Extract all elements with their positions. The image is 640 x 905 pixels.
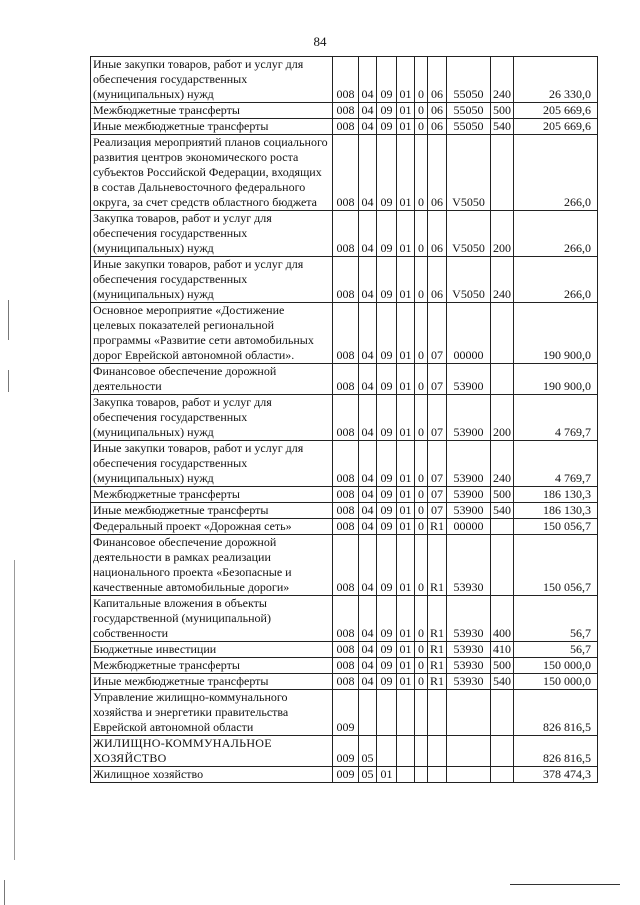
cell-gr: 008: [333, 519, 359, 535]
cell-cs2: 0: [415, 535, 428, 596]
cell-gr: 008: [333, 441, 359, 487]
cell-amount: 150 056,7: [514, 535, 598, 596]
cell-gr: 008: [333, 103, 359, 119]
table-row: [91, 441, 598, 487]
table-row: [91, 658, 598, 674]
cell-gr: 008: [333, 658, 359, 674]
cell-cs2: 0: [415, 596, 428, 642]
cell-name: Федеральный проект «Дорожная сеть»: [91, 519, 333, 535]
cell-pr: 09: [377, 519, 397, 535]
cell-cs3: 07: [428, 303, 447, 364]
cell-cs3: [428, 690, 447, 736]
cell-cs3: 07: [428, 441, 447, 487]
cell-cs4: 53930: [447, 596, 491, 642]
cell-cs2: 0: [415, 519, 428, 535]
table-row: [91, 767, 598, 783]
cell-cs3: [428, 767, 447, 783]
cell-rz: 04: [359, 211, 377, 257]
cell-gr: 008: [333, 674, 359, 690]
cell-cs4: 53930: [447, 674, 491, 690]
cell-cs3: R1: [428, 674, 447, 690]
table-row: [91, 135, 598, 211]
cell-pr: 09: [377, 642, 397, 658]
cell-name: Финансовое обеспечение дорожной деятельности: [91, 364, 333, 395]
cell-cs1: 01: [397, 658, 415, 674]
cell-cs1: 01: [397, 487, 415, 503]
cell-rz: 04: [359, 135, 377, 211]
cell-rz: 04: [359, 596, 377, 642]
cell-cs3: 07: [428, 503, 447, 519]
cell-cs1: [397, 736, 415, 767]
cell-rz: [359, 690, 377, 736]
scan-artifact: [4, 880, 5, 905]
cell-pr: 09: [377, 441, 397, 487]
cell-cs2: 0: [415, 135, 428, 211]
cell-rz: 04: [359, 103, 377, 119]
cell-name: ЖИЛИЩНО-КОММУНАЛЬНОЕ ХОЗЯЙСТВО: [91, 736, 333, 767]
cell-pr: 09: [377, 119, 397, 135]
cell-cs2: 0: [415, 487, 428, 503]
table-row: [91, 364, 598, 395]
cell-amount: 150 000,0: [514, 658, 598, 674]
cell-cs1: 01: [397, 303, 415, 364]
cell-gr: 009: [333, 767, 359, 783]
cell-cs1: 01: [397, 57, 415, 103]
footer-rule: [510, 884, 620, 885]
cell-gr: 008: [333, 364, 359, 395]
cell-rz: 04: [359, 642, 377, 658]
cell-amount: 826 816,5: [514, 736, 598, 767]
cell-amount: 190 900,0: [514, 364, 598, 395]
cell-vr: 500: [491, 658, 514, 674]
cell-cs3: R1: [428, 642, 447, 658]
cell-cs3: [428, 736, 447, 767]
cell-cs4: 53900: [447, 441, 491, 487]
cell-gr: 008: [333, 535, 359, 596]
cell-cs2: 0: [415, 642, 428, 658]
cell-name: Иные закупки товаров, работ и услуг для обеспечения государственных (муниципальных) нужд: [91, 441, 333, 487]
cell-amount: 56,7: [514, 642, 598, 658]
cell-rz: 04: [359, 303, 377, 364]
table-row: [91, 119, 598, 135]
cell-cs4: 55050: [447, 119, 491, 135]
cell-cs4: [447, 736, 491, 767]
cell-name: Финансовое обеспечение дорожной деятельности в рамках реализации национального проекта «Безопасные и качественные автомобильные дороги»: [91, 535, 333, 596]
cell-vr: [491, 519, 514, 535]
table-row: [91, 736, 598, 767]
cell-pr: [377, 690, 397, 736]
cell-pr: 09: [377, 674, 397, 690]
cell-gr: 009: [333, 736, 359, 767]
cell-pr: 09: [377, 535, 397, 596]
cell-gr: 008: [333, 596, 359, 642]
cell-pr: 09: [377, 658, 397, 674]
table-row: [91, 303, 598, 364]
cell-gr: 008: [333, 303, 359, 364]
cell-rz: 04: [359, 535, 377, 596]
cell-name: Межбюджетные трансферты: [91, 658, 333, 674]
scan-artifact: [8, 300, 9, 340]
table-row: [91, 257, 598, 303]
cell-gr: 008: [333, 119, 359, 135]
cell-amount: 150 000,0: [514, 674, 598, 690]
table-row: [91, 211, 598, 257]
cell-name: Бюджетные инвестиции: [91, 642, 333, 658]
cell-gr: 009: [333, 690, 359, 736]
cell-cs2: 0: [415, 395, 428, 441]
cell-pr: 09: [377, 395, 397, 441]
cell-amount: 186 130,3: [514, 503, 598, 519]
cell-cs1: 01: [397, 441, 415, 487]
cell-vr: 240: [491, 257, 514, 303]
cell-cs2: 0: [415, 674, 428, 690]
cell-vr: 400: [491, 596, 514, 642]
cell-rz: 04: [359, 395, 377, 441]
cell-cs1: [397, 767, 415, 783]
cell-vr: 500: [491, 487, 514, 503]
cell-cs1: 01: [397, 364, 415, 395]
cell-cs4: 00000: [447, 519, 491, 535]
cell-cs2: 0: [415, 503, 428, 519]
cell-cs1: [397, 690, 415, 736]
table-row: [91, 57, 598, 103]
cell-amount: 266,0: [514, 211, 598, 257]
cell-cs3: R1: [428, 596, 447, 642]
cell-cs4: 53930: [447, 642, 491, 658]
cell-cs2: 0: [415, 441, 428, 487]
cell-rz: 04: [359, 519, 377, 535]
cell-amount: 190 900,0: [514, 303, 598, 364]
cell-amount: 266,0: [514, 257, 598, 303]
cell-rz: 05: [359, 736, 377, 767]
cell-cs3: 06: [428, 135, 447, 211]
cell-cs1: 01: [397, 674, 415, 690]
page-number: 84: [313, 34, 327, 49]
cell-vr: [491, 767, 514, 783]
cell-vr: [491, 303, 514, 364]
cell-name: Жилищное хозяйство: [91, 767, 333, 783]
cell-name: Межбюджетные трансферты: [91, 487, 333, 503]
cell-cs3: 06: [428, 57, 447, 103]
cell-name: Закупка товаров, работ и услуг для обеспечения государственных (муниципальных) нужд: [91, 395, 333, 441]
cell-cs4: 55050: [447, 103, 491, 119]
cell-name: Закупка товаров, работ и услуг для обеспечения государственных (муниципальных) нужд: [91, 211, 333, 257]
cell-gr: 008: [333, 503, 359, 519]
cell-vr: 200: [491, 211, 514, 257]
cell-cs1: 01: [397, 503, 415, 519]
cell-rz: 04: [359, 57, 377, 103]
cell-cs2: [415, 736, 428, 767]
cell-cs4: V5050: [447, 257, 491, 303]
cell-cs1: 01: [397, 211, 415, 257]
cell-cs3: 06: [428, 119, 447, 135]
cell-amount: 205 669,6: [514, 119, 598, 135]
cell-vr: 540: [491, 674, 514, 690]
cell-vr: [491, 690, 514, 736]
cell-amount: 150 056,7: [514, 519, 598, 535]
cell-cs2: [415, 767, 428, 783]
cell-cs4: 55050: [447, 57, 491, 103]
cell-rz: 04: [359, 674, 377, 690]
table-row: [91, 487, 598, 503]
cell-cs4: [447, 690, 491, 736]
cell-cs2: 0: [415, 211, 428, 257]
cell-rz: 04: [359, 257, 377, 303]
cell-pr: 09: [377, 503, 397, 519]
cell-rz: 05: [359, 767, 377, 783]
cell-rz: 04: [359, 658, 377, 674]
cell-cs4: 53900: [447, 487, 491, 503]
cell-rz: 04: [359, 441, 377, 487]
cell-pr: 09: [377, 596, 397, 642]
cell-cs4: [447, 767, 491, 783]
cell-vr: 200: [491, 395, 514, 441]
cell-pr: 09: [377, 364, 397, 395]
cell-pr: 09: [377, 303, 397, 364]
table-row: [91, 690, 598, 736]
cell-vr: [491, 736, 514, 767]
table-row: [91, 642, 598, 658]
cell-gr: 008: [333, 395, 359, 441]
cell-gr: 008: [333, 211, 359, 257]
cell-cs3: 07: [428, 395, 447, 441]
cell-vr: 410: [491, 642, 514, 658]
cell-cs4: 53930: [447, 658, 491, 674]
cell-cs3: 06: [428, 257, 447, 303]
cell-rz: 04: [359, 119, 377, 135]
scan-artifact: [14, 560, 15, 860]
cell-pr: [377, 736, 397, 767]
cell-name: Капитальные вложения в объекты государственной (муниципальной) собственности: [91, 596, 333, 642]
cell-cs4: 00000: [447, 303, 491, 364]
cell-cs1: 01: [397, 535, 415, 596]
cell-amount: 56,7: [514, 596, 598, 642]
cell-cs3: R1: [428, 658, 447, 674]
cell-cs1: 01: [397, 519, 415, 535]
cell-rz: 04: [359, 503, 377, 519]
cell-cs2: 0: [415, 119, 428, 135]
cell-cs2: 0: [415, 257, 428, 303]
cell-vr: 540: [491, 503, 514, 519]
cell-pr: 09: [377, 487, 397, 503]
cell-name: Межбюджетные трансферты: [91, 103, 333, 119]
cell-cs3: 06: [428, 103, 447, 119]
cell-cs3: R1: [428, 519, 447, 535]
cell-vr: 240: [491, 441, 514, 487]
table-row: [91, 103, 598, 119]
table-row: [91, 596, 598, 642]
cell-cs1: 01: [397, 103, 415, 119]
cell-gr: 008: [333, 57, 359, 103]
cell-vr: 500: [491, 103, 514, 119]
cell-amount: 186 130,3: [514, 487, 598, 503]
cell-cs4: V5050: [447, 211, 491, 257]
cell-cs4: 53900: [447, 503, 491, 519]
table-row: [91, 395, 598, 441]
cell-cs1: 01: [397, 119, 415, 135]
table-row: [91, 674, 598, 690]
cell-pr: 09: [377, 135, 397, 211]
cell-cs2: 0: [415, 303, 428, 364]
cell-name: Управление жилищно-коммунального хозяйства и энергетики правительства Еврейской автономной области: [91, 690, 333, 736]
budget-table: [90, 56, 598, 783]
cell-amount: 266,0: [514, 135, 598, 211]
cell-amount: 26 330,0: [514, 57, 598, 103]
cell-cs1: 01: [397, 135, 415, 211]
cell-pr: 09: [377, 211, 397, 257]
cell-pr: 09: [377, 103, 397, 119]
table-row: [91, 535, 598, 596]
cell-cs3: 06: [428, 211, 447, 257]
cell-pr: 01: [377, 767, 397, 783]
cell-cs1: 01: [397, 395, 415, 441]
cell-cs3: 07: [428, 364, 447, 395]
cell-cs2: 0: [415, 103, 428, 119]
cell-vr: [491, 535, 514, 596]
cell-name: Основное мероприятие «Достижение целевых показателей региональной программы «Развитие сети автомобильных дорог Еврейской автономной области».: [91, 303, 333, 364]
cell-cs3: 07: [428, 487, 447, 503]
cell-vr: [491, 364, 514, 395]
scan-artifact: [8, 370, 9, 392]
cell-amount: 4 769,7: [514, 395, 598, 441]
cell-name: Иные межбюджетные трансферты: [91, 674, 333, 690]
table-row: [91, 503, 598, 519]
cell-amount: 826 816,5: [514, 690, 598, 736]
cell-cs4: 53930: [447, 535, 491, 596]
cell-rz: 04: [359, 364, 377, 395]
cell-gr: 008: [333, 487, 359, 503]
cell-cs2: 0: [415, 364, 428, 395]
cell-gr: 008: [333, 135, 359, 211]
cell-vr: 540: [491, 119, 514, 135]
cell-pr: 09: [377, 57, 397, 103]
cell-cs2: 0: [415, 658, 428, 674]
cell-cs4: 53900: [447, 395, 491, 441]
cell-cs1: 01: [397, 642, 415, 658]
cell-cs4: V5050: [447, 135, 491, 211]
table-row: [91, 519, 598, 535]
cell-amount: 4 769,7: [514, 441, 598, 487]
cell-cs3: R1: [428, 535, 447, 596]
cell-cs2: [415, 690, 428, 736]
cell-gr: 008: [333, 642, 359, 658]
cell-cs2: 0: [415, 57, 428, 103]
cell-vr: 240: [491, 57, 514, 103]
cell-cs1: 01: [397, 596, 415, 642]
cell-name: Иные закупки товаров, работ и услуг для обеспечения государственных (муниципальных) нужд: [91, 257, 333, 303]
cell-amount: 205 669,6: [514, 103, 598, 119]
cell-vr: [491, 135, 514, 211]
cell-pr: 09: [377, 257, 397, 303]
cell-amount: 378 474,3: [514, 767, 598, 783]
cell-cs1: 01: [397, 257, 415, 303]
cell-gr: 008: [333, 257, 359, 303]
cell-rz: 04: [359, 487, 377, 503]
cell-name: Реализация мероприятий планов социального развития центров экономического роста субъектов Российской Федерации, входящих в состав Дальневосточного федерального округа, за счет средств областного бюджета: [91, 135, 333, 211]
cell-name: Иные межбюджетные трансферты: [91, 119, 333, 135]
cell-name: Иные межбюджетные трансферты: [91, 503, 333, 519]
cell-name: Иные закупки товаров, работ и услуг для обеспечения государственных (муниципальных) нужд: [91, 57, 333, 103]
cell-cs4: 53900: [447, 364, 491, 395]
